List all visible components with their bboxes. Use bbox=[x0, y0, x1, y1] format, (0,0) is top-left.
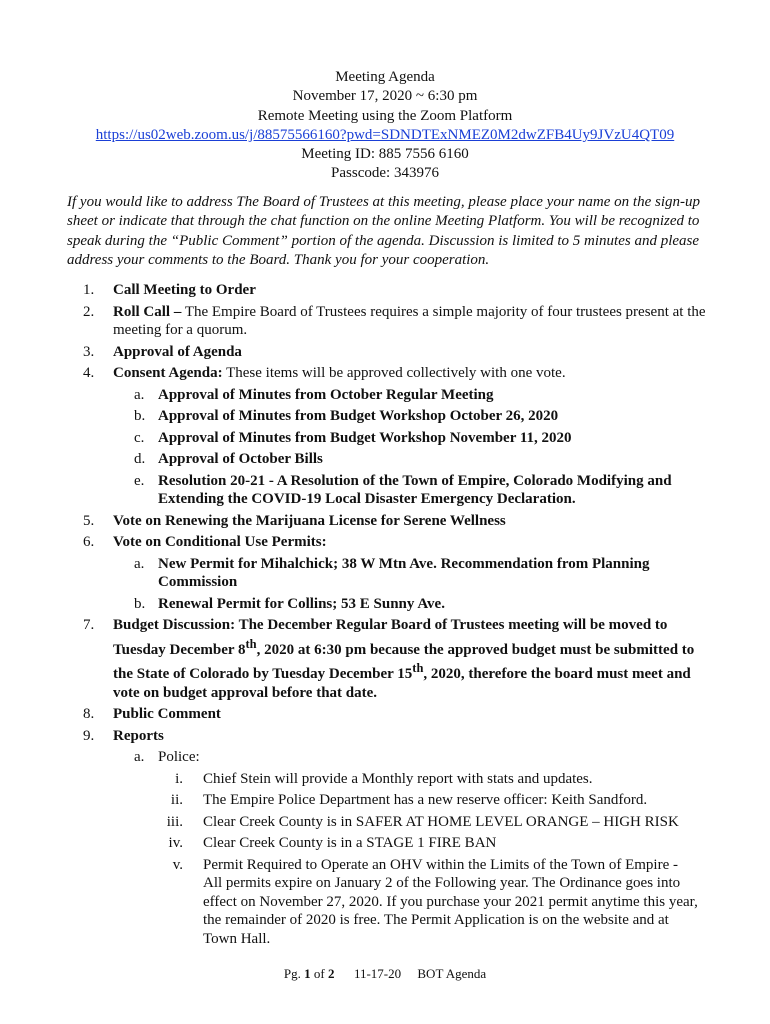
agenda-item-8 bbox=[0, 705, 770, 724]
police-report-ii bbox=[0, 791, 770, 810]
subitem-letter: a. bbox=[134, 749, 145, 765]
footer-page-number: 1 bbox=[304, 966, 311, 981]
report-text: Clear Creek County is in a STAGE 1 FIRE BAN bbox=[203, 835, 497, 851]
footer-doc-name: BOT Agenda bbox=[417, 966, 487, 981]
meeting-id: Meeting ID: 885 7556 6160 bbox=[301, 146, 469, 163]
police-report-v bbox=[0, 856, 770, 949]
agenda-item-3 bbox=[0, 343, 770, 362]
item-title: Roll Call – bbox=[113, 303, 182, 320]
agenda-item-7 bbox=[0, 616, 770, 702]
agenda-item-5 bbox=[0, 512, 770, 531]
item-title: Reports bbox=[113, 727, 164, 744]
page-footer bbox=[0, 966, 770, 982]
consent-item-e bbox=[0, 472, 770, 509]
item-title: Approval of Agenda bbox=[113, 343, 242, 360]
item-title: Consent Agenda: bbox=[113, 365, 223, 381]
subitem-text: Renewal Permit for Collins; 53 E Sunny Ave. bbox=[158, 595, 445, 612]
passcode: Passcode: 343976 bbox=[331, 165, 439, 182]
intro-paragraph: If you would like to address The Board of Trustees at this meeting, please place your name on the sign-up sheet or indicate that through the chat function on the online Meeting Platform. You will be recognized to speak during the “Public Comment” portion of the agenda. Discussion is limited to 5 minutes and please address your comments to the Board. Thank you for your cooperation. bbox=[67, 194, 700, 268]
agenda-item-6 bbox=[0, 533, 770, 552]
consent-item-c bbox=[0, 429, 770, 448]
subitem-letter: c. bbox=[134, 429, 145, 446]
permit-item-a bbox=[0, 555, 770, 592]
item-title: Vote on Conditional Use Permits: bbox=[113, 534, 327, 550]
report-text: Chief Stein will provide a Monthly report with stats and updates. bbox=[203, 770, 593, 787]
agenda-header bbox=[0, 68, 770, 184]
footer-date: 11-17-20 bbox=[334, 966, 418, 981]
subitem-text: Resolution 20-21 - A Resolution of the Town of Empire, Colorado Modifying and Extending the COVID-19 Local Disaster Emergency Declaration. bbox=[158, 472, 672, 507]
item-title: Call Meeting to Order bbox=[113, 282, 256, 298]
subitem-text: New Permit for Mihalchick; 38 W Mtn Ave. Recommendation from Planning Commission bbox=[158, 555, 650, 590]
item-number: 4. bbox=[83, 365, 95, 381]
consent-item-d bbox=[0, 450, 770, 469]
subitem-letter: b. bbox=[134, 595, 146, 612]
item-number: 6. bbox=[83, 534, 95, 550]
footer-page-total: 2 bbox=[327, 966, 335, 981]
item-number: 8. bbox=[83, 706, 95, 722]
report-text: Clear Creek County is in SAFER AT HOME LEVEL ORANGE – HIGH RISK bbox=[203, 813, 679, 830]
subitem-letter: e. bbox=[134, 472, 145, 489]
report-item-police bbox=[0, 748, 770, 767]
item-number: 3. bbox=[83, 343, 95, 360]
item-title: Vote on Renewing the Marijuana License for Serene Wellness bbox=[113, 512, 506, 529]
item-title: Public Comment bbox=[113, 706, 221, 722]
subitem-letter: d. bbox=[134, 451, 146, 467]
item-number: 2. bbox=[83, 303, 95, 320]
consent-item-a bbox=[0, 386, 770, 405]
subitem-text: Approval of Minutes from Budget Workshop November 11, 2020 bbox=[158, 429, 572, 446]
police-report-i bbox=[0, 770, 770, 789]
item-number: 7. bbox=[83, 617, 95, 633]
superscript-th: th bbox=[245, 636, 257, 651]
zoom-meeting-link[interactable]: https://us02web.zoom.us/j/88575566160?pwd=SDNDTExNMEZ0M2dwZFB4Uy9JVzU4QT09 bbox=[95, 126, 675, 143]
police-report-iv bbox=[0, 834, 770, 853]
agenda-item-9 bbox=[0, 727, 770, 746]
subitem-letter: a. bbox=[134, 386, 145, 403]
item-text: These items will be approved collectively with one vote. bbox=[222, 365, 566, 381]
roman-numeral: v. bbox=[172, 856, 183, 873]
superscript-th: th bbox=[412, 661, 424, 675]
roman-numeral: iv. bbox=[168, 835, 183, 851]
footer-page-prefix: Pg. bbox=[283, 966, 305, 981]
header-title: Meeting Agenda bbox=[335, 69, 435, 85]
header-datetime: November 17, 2020 ~ 6:30 pm bbox=[292, 88, 478, 105]
budget-discussion-text: Budget Discussion: The December Regular Board of Trustees meeting will be moved to Tuesday December 8th, 2020 at 6:30 pm because the approved budget must be submitted to the State of Colorado by Tuesday December 15th, 2020, therefore the board must meet and vote on budget approval before that date. bbox=[113, 617, 695, 701]
agenda-item-4 bbox=[0, 364, 770, 383]
agenda-item-2 bbox=[0, 303, 770, 340]
subitem-letter: a. bbox=[134, 555, 145, 572]
agenda-list bbox=[0, 281, 770, 948]
subitem-letter: b. bbox=[134, 408, 146, 424]
header-subtitle: Remote Meeting using the Zoom Platform bbox=[257, 107, 513, 124]
subitem-text: Approval of Minutes from Budget Workshop October 26, 2020 bbox=[158, 408, 559, 424]
consent-item-b bbox=[0, 407, 770, 426]
police-report-iii bbox=[0, 813, 770, 832]
subitem-text: Approval of Minutes from October Regular Meeting bbox=[158, 386, 494, 403]
report-text: The Empire Police Department has a new reserve officer: Keith Sandford. bbox=[203, 792, 648, 808]
item-number: 1. bbox=[83, 282, 95, 298]
item-number: 5. bbox=[83, 512, 95, 529]
item-text: The Empire Board of Trustees requires a simple majority of four trustees present at the meeting for a quorum. bbox=[113, 303, 706, 338]
agenda-item-1 bbox=[0, 281, 770, 300]
item-number: 9. bbox=[83, 727, 95, 744]
subitem-text: Police: bbox=[158, 749, 200, 765]
permit-item-b bbox=[0, 595, 770, 614]
subitem-text: Approval of October Bills bbox=[158, 451, 323, 467]
roman-numeral: ii. bbox=[170, 792, 183, 808]
footer-of: of bbox=[310, 966, 328, 981]
roman-numeral: i. bbox=[175, 770, 183, 787]
roman-numeral: iii. bbox=[166, 813, 183, 830]
report-text: Permit Required to Operate an OHV within the Limits of the Town of Empire - All permits expire on January 2 of the Following year. The Ordinance goes into effect on November 27, 2020. If you purchase your 2021 permit anytime this year, the remainder of 2020 is free. The Permit Application is on the website and at Town Hall. bbox=[203, 856, 698, 947]
